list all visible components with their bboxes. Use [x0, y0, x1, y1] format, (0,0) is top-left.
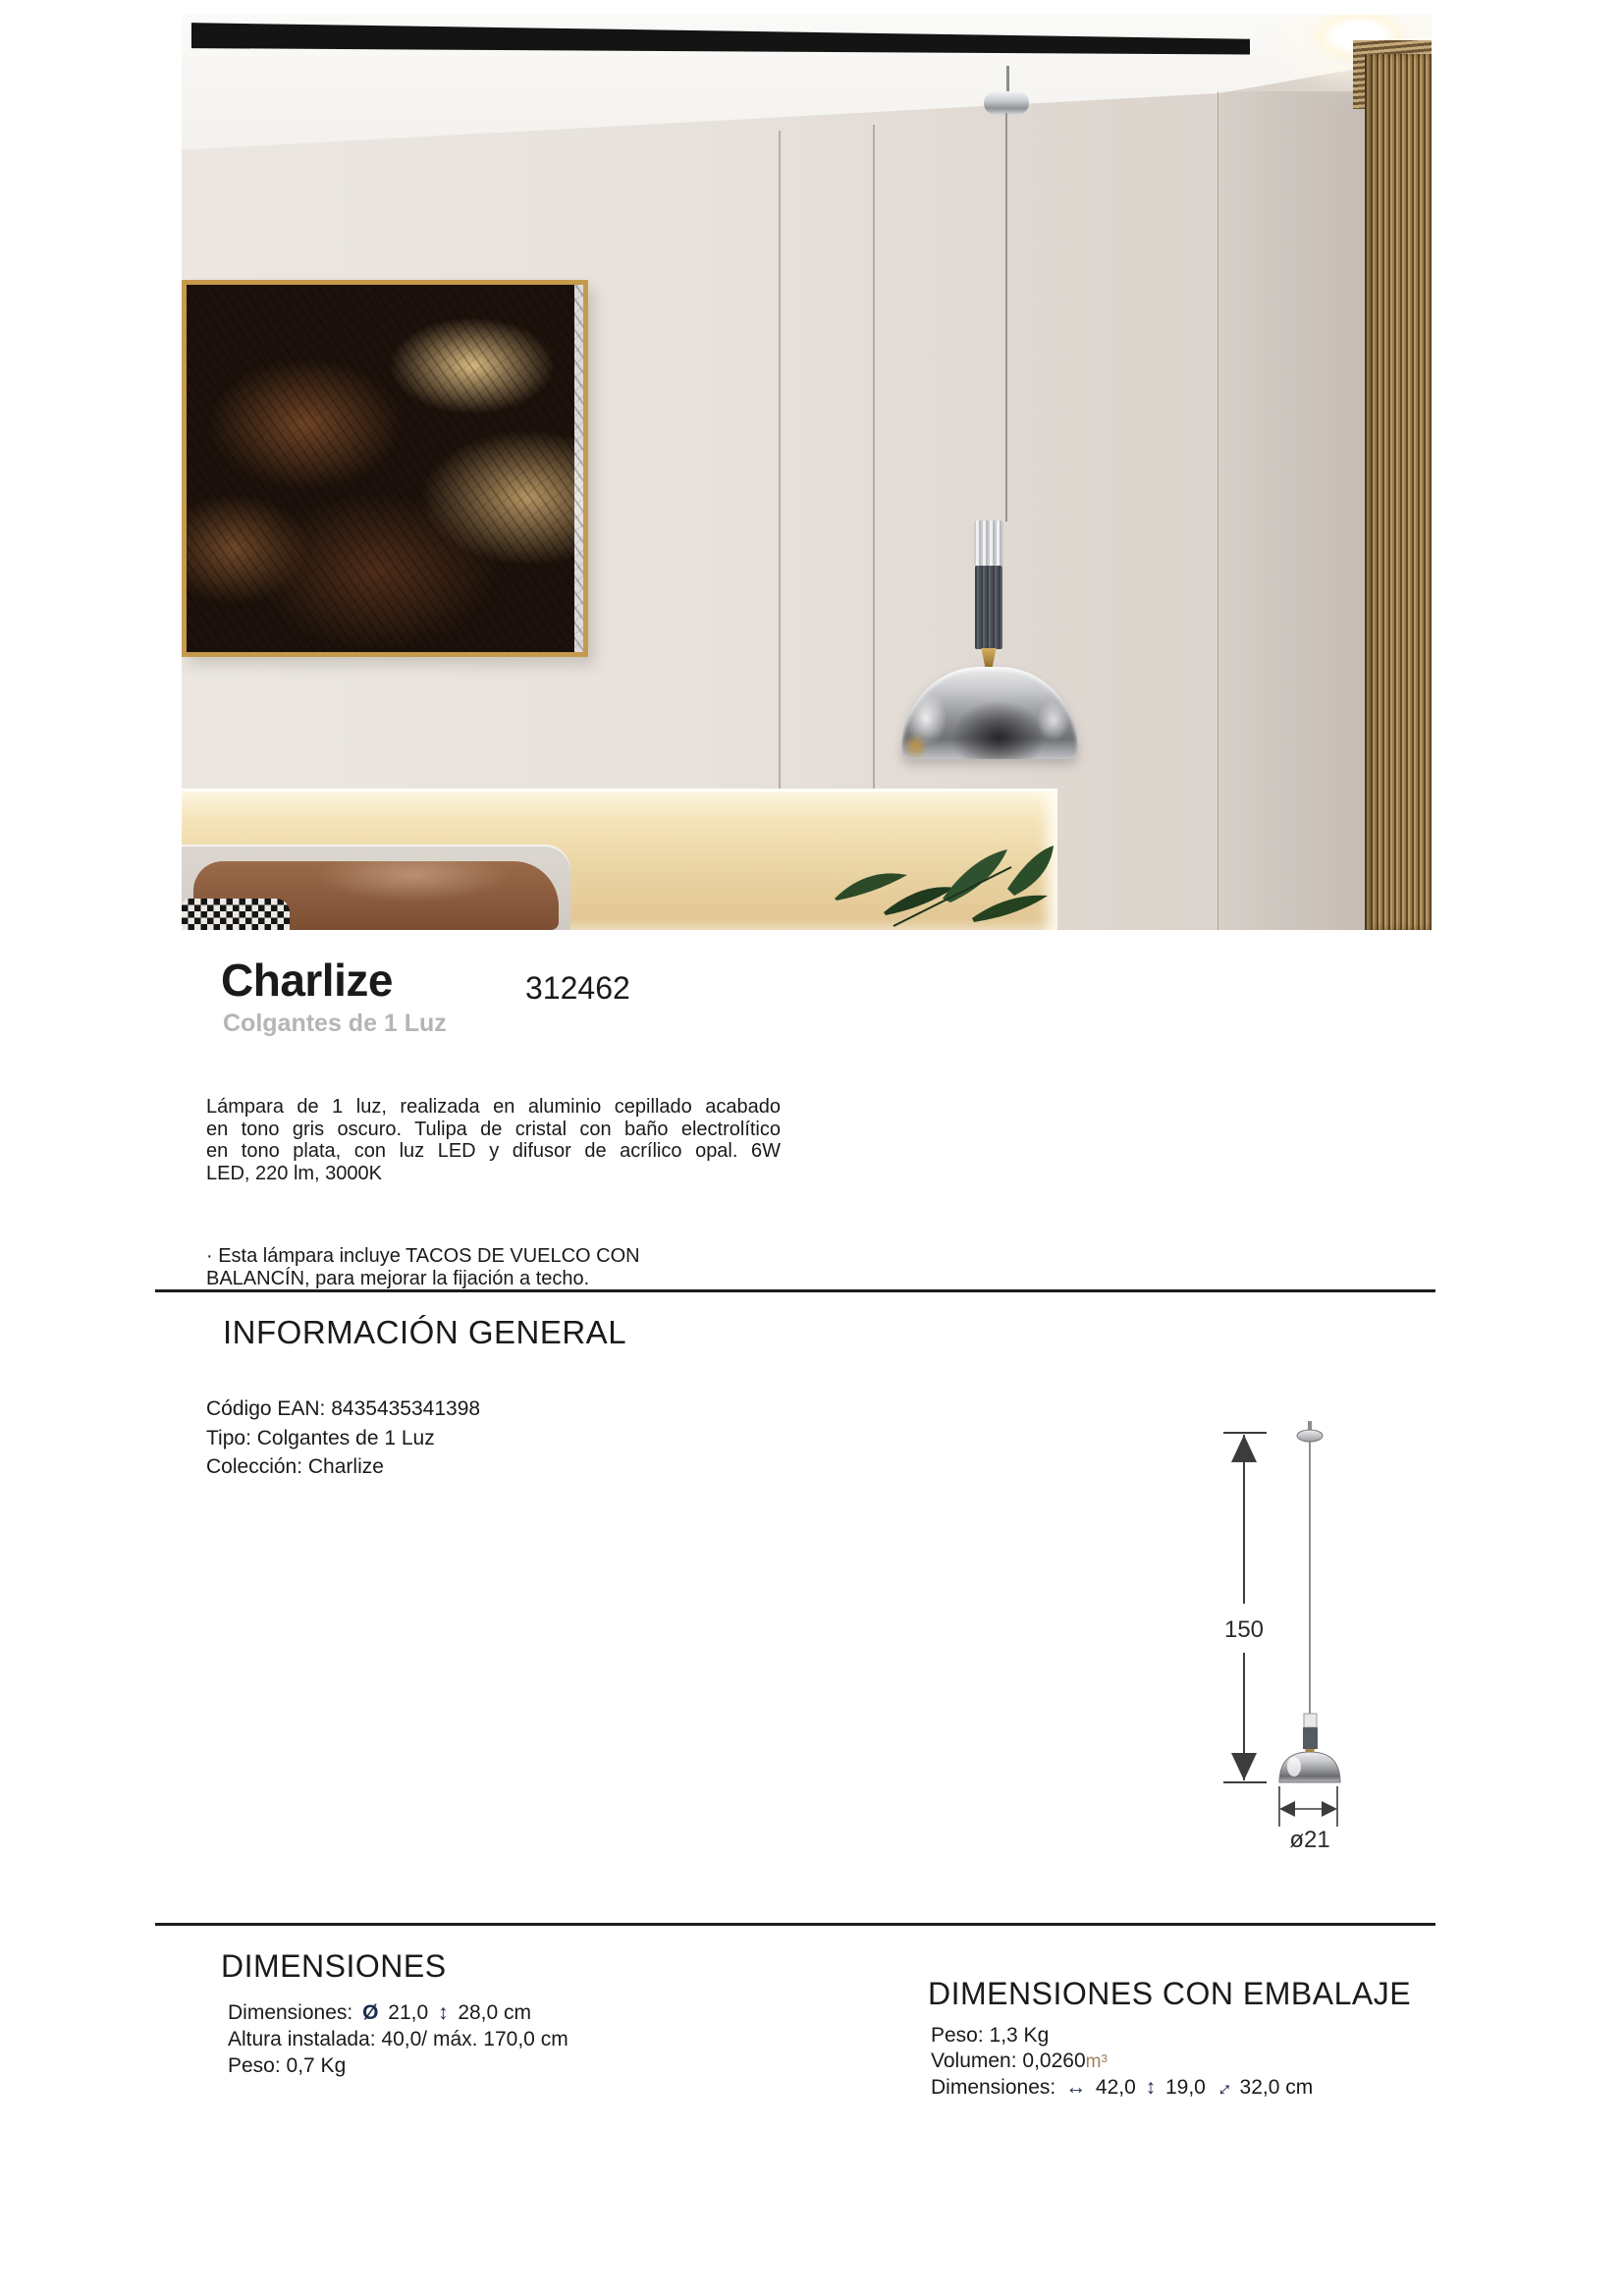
houndstooth-pillow	[182, 899, 290, 930]
product-photo	[182, 15, 1432, 930]
height-arrow-icon: ↕	[437, 2001, 449, 2024]
product-code: 312462	[525, 970, 630, 1006]
section-divider	[155, 1923, 1435, 1926]
wall-corner-shading	[1217, 91, 1366, 930]
dimensions-label: Dimensiones:	[228, 2001, 353, 2024]
type-row: Tipo: Colgantes de 1 Luz	[206, 1426, 435, 1449]
height-dimension-lines	[1223, 1433, 1267, 1782]
arrowhead-left-icon	[1279, 1801, 1295, 1817]
pendant-cable	[1005, 113, 1007, 521]
dimensions-heading: DIMENSIONES	[221, 1948, 447, 1984]
pendant-aluminium-stem	[975, 566, 1002, 649]
weight-row: Peso: 0,7 Kg	[228, 2054, 347, 2077]
wood-slat-panel	[1365, 54, 1432, 930]
depth-arrow-icon: ↔	[1207, 2072, 1238, 2104]
packaging-height-value: 19,0	[1164, 2076, 1206, 2099]
drawing-height-label: 150	[1223, 1616, 1265, 1643]
description-line: Lámpara de 1 luz, realizada en aluminio cepillado acabado	[206, 1096, 781, 1118]
packaging-volume-row	[931, 2049, 1313, 2075]
plant-leaves	[825, 838, 1065, 930]
description-line: en tono plata, con luz LED y difusor de acrílico opal. 6W	[206, 1140, 781, 1162]
packaging-dimensions-label: Dimensiones:	[931, 2076, 1056, 2099]
diameter-icon: Ø	[362, 2001, 379, 2024]
volume-value: Volumen: 0,0260	[931, 2050, 1086, 2072]
width-arrow-icon: ↔	[1065, 2076, 1087, 2099]
product-title: Charlize	[221, 955, 393, 1006]
packaging-weight-row: Peso: 1,3 Kg	[931, 2024, 1050, 2047]
pendant-glass-stem	[974, 520, 1003, 567]
pendant-ceiling-rod	[1006, 66, 1009, 93]
installed-height-row: Altura instalada: 40,0/ máx. 170,0 cm	[228, 2028, 568, 2050]
general-info-heading: INFORMACIÓN GENERAL	[223, 1314, 627, 1350]
dimensions-row	[228, 1999, 568, 2026]
pendant-canopy	[984, 91, 1029, 115]
product-description	[206, 1096, 781, 1184]
section-divider	[155, 1289, 1435, 1292]
note-line: · Esta lámpara incluye TACOS DE VUELCO CON	[206, 1245, 640, 1267]
note-line: BALANCÍN, para mejorar la fijación a techo.	[206, 1268, 590, 1289]
sketch-dome-highlight	[1287, 1757, 1301, 1777]
technical-drawing	[1168, 1409, 1384, 1856]
general-info-list	[206, 1394, 480, 1482]
product-category: Colgantes de 1 Luz	[223, 1010, 447, 1037]
volume-unit: m³	[1085, 2051, 1108, 2072]
description-line: LED, 220 lm, 3000K	[206, 1162, 382, 1184]
installation-note	[206, 1245, 795, 1290]
height-value: 28,0 cm	[458, 2001, 532, 2024]
height-arrow-icon: ↕	[1145, 2076, 1157, 2099]
arrowhead-up-icon	[1231, 1435, 1257, 1462]
collection-row: Colección: Charlize	[206, 1455, 384, 1478]
dimensions-list	[228, 1999, 568, 2079]
packaging-depth-value: 32,0 cm	[1239, 2076, 1314, 2099]
packaging-list	[931, 2023, 1314, 2104]
packaging-heading: DIMENSIONES CON EMBALAJE	[928, 1976, 1412, 2011]
framed-fern-artwork	[182, 280, 588, 657]
sketch-dark-stem	[1303, 1727, 1318, 1749]
ean-row: Código EAN: 8435435341398	[206, 1397, 481, 1420]
diameter-value: 21,0	[388, 2001, 429, 2024]
wall-seam	[779, 131, 781, 789]
wall-seam	[873, 125, 875, 791]
description-line: en tono gris oscuro. Tulipa de cristal con baño electrolítico	[206, 1118, 781, 1140]
arrowhead-right-icon	[1322, 1801, 1337, 1817]
sketch-glass-stem	[1304, 1714, 1317, 1727]
sketch-canopy	[1297, 1430, 1323, 1442]
packaging-dimensions-row	[931, 2072, 1314, 2104]
pendant-chrome-shade	[901, 667, 1078, 759]
artwork-texture	[187, 285, 583, 652]
packaging-width-value: 42,0	[1095, 2076, 1136, 2099]
arrowhead-down-icon	[1231, 1753, 1257, 1780]
drawing-diameter-label: ø21	[1289, 1827, 1330, 1853]
